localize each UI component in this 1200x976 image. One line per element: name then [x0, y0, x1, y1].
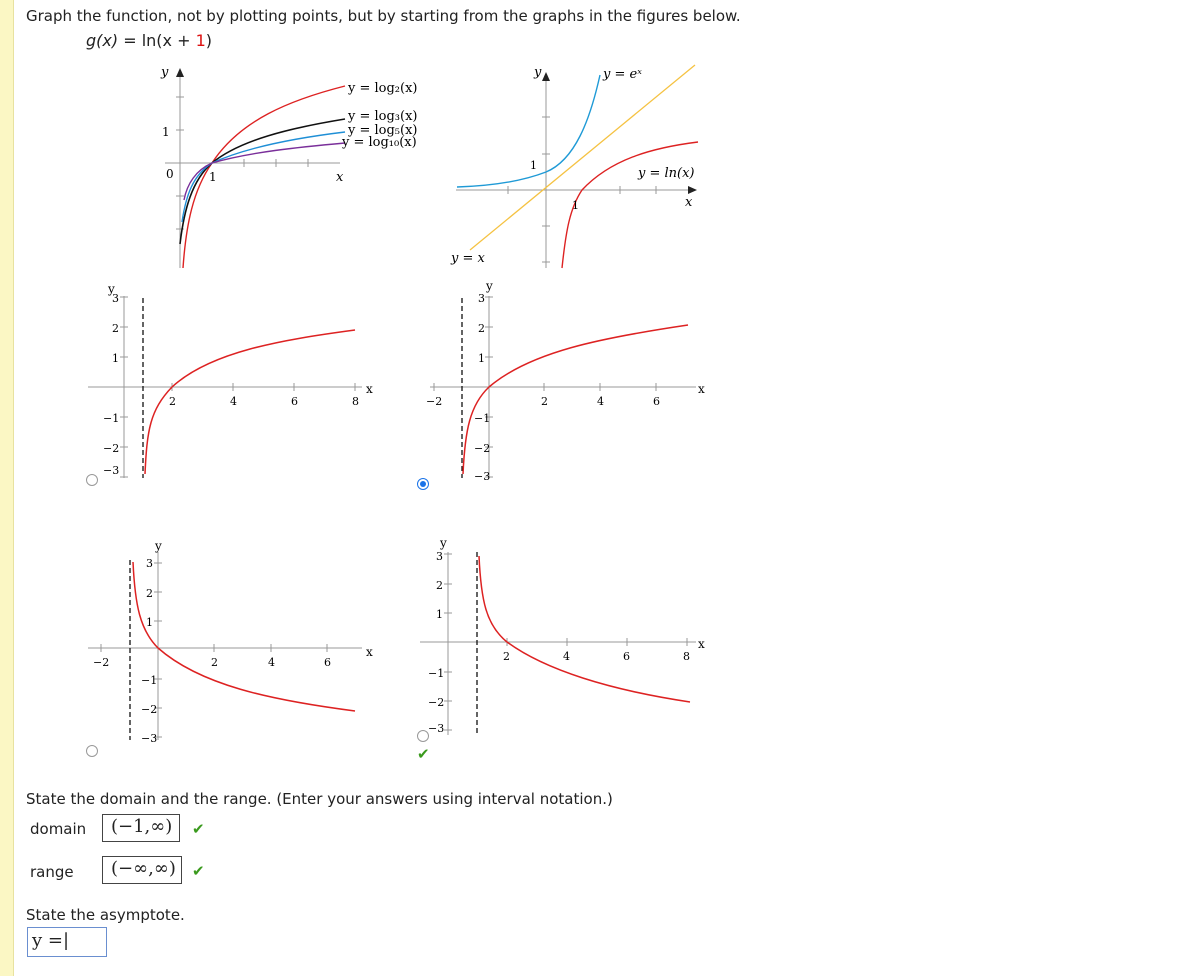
- opt-b-ytick: −3: [474, 470, 491, 483]
- g1-ylabel: y: [161, 65, 169, 80]
- function-ln: ln(x: [141, 31, 172, 50]
- opt-c-ytick: 1: [146, 616, 153, 629]
- opt-d-xtick: 2: [503, 650, 510, 663]
- opt-d-ytick: −1: [428, 667, 445, 680]
- opt-c-ytick: −3: [141, 732, 158, 745]
- graph-correct-check-icon: ✔: [417, 745, 430, 763]
- opt-a-ylabel: y: [108, 282, 115, 296]
- opt-b-xtick: 4: [597, 395, 604, 408]
- g2-tick-1x: 1: [572, 199, 579, 212]
- g1-tick-0: 0: [166, 167, 174, 181]
- domain-answer-field[interactable]: (−1,∞): [102, 814, 180, 842]
- asymptote-prompt: State the asymptote.: [26, 906, 185, 924]
- label-exp: y = eˣ: [603, 67, 642, 82]
- asymptote-answer-field[interactable]: [27, 927, 107, 957]
- opt-c-ytick: −1: [141, 674, 158, 687]
- opt-c-xtick: 2: [211, 656, 218, 669]
- range-answer-field[interactable]: (−∞,∞): [102, 856, 182, 884]
- function-eq: =: [123, 31, 137, 50]
- opt-d-ytick: −2: [428, 696, 445, 709]
- opt-d-xtick: 8: [683, 650, 690, 663]
- function-plus: +: [177, 31, 191, 50]
- domain-range-prompt: State the domain and the range. (Enter your answers using interval notation.): [26, 790, 613, 808]
- opt-a-xtick: 8: [352, 395, 359, 408]
- opt-b-xtick: 2: [541, 395, 548, 408]
- opt-a-xtick: 6: [291, 395, 298, 408]
- label-log5: y = log₅(x): [348, 123, 418, 138]
- opt-d-ytick: 3: [436, 550, 443, 563]
- opt-b-ytick: 1: [478, 352, 485, 365]
- opt-c-ytick: −2: [141, 703, 158, 716]
- opt-d-ytick: 2: [436, 579, 443, 592]
- label-log3: y = log₃(x): [348, 109, 418, 124]
- opt-c-xtick: −2: [93, 656, 110, 669]
- g2-ylabel: y: [534, 65, 542, 80]
- opt-d-xtick: 6: [623, 650, 630, 663]
- function-lhs: g(x): [86, 31, 119, 50]
- label-log2: y = log₂(x): [348, 81, 418, 96]
- opt-c-ylabel: y: [155, 539, 162, 553]
- opt-a-ytick: −3: [103, 464, 120, 477]
- opt-c-xtick: 6: [324, 656, 331, 669]
- opt-d-xtick: 4: [563, 650, 570, 663]
- opt-c-ytick: 2: [146, 587, 153, 600]
- opt-b-xlabel: x: [698, 382, 705, 396]
- domain-label: domain: [30, 820, 87, 838]
- opt-b-ytick: 2: [478, 322, 485, 335]
- opt-a-ytick: 3: [112, 292, 119, 305]
- label-ln: y = ln(x): [638, 166, 695, 181]
- g1-xlabel: x: [336, 170, 344, 185]
- opt-c-xtick: 4: [268, 656, 275, 669]
- opt-c-ytick: 3: [146, 557, 153, 570]
- opt-c-xlabel: x: [366, 645, 373, 659]
- opt-d-xlabel: x: [698, 637, 705, 651]
- range-label: range: [30, 863, 74, 881]
- opt-b-xtick: 6: [653, 395, 660, 408]
- opt-b-xtick: −2: [426, 395, 443, 408]
- opt-a-ytick: 1: [112, 352, 119, 365]
- opt-a-ytick: −2: [103, 442, 120, 455]
- opt-a-ytick: −1: [103, 412, 120, 425]
- function-shift: 1: [195, 31, 206, 50]
- opt-a-xtick: 4: [230, 395, 237, 408]
- opt-a-ytick: 2: [112, 322, 119, 335]
- opt-b-ytick: −2: [474, 442, 491, 455]
- g2-tick-1y: 1: [530, 159, 537, 172]
- asymptote-prefix: y =: [32, 930, 63, 951]
- opt-b-ylabel: y: [486, 279, 493, 293]
- opt-b-ytick: 3: [478, 292, 485, 305]
- asymptote-cursor: |: [62, 930, 70, 951]
- instruction-text: Graph the function, not by plotting points, but by starting from the graphs in the figures below.: [26, 7, 741, 25]
- domain-check-icon: ✔: [192, 820, 205, 838]
- function-close: ): [205, 31, 213, 50]
- option-d-curve: [479, 556, 690, 702]
- opt-a-xlabel: x: [366, 382, 373, 396]
- label-yx: y = x: [451, 251, 485, 266]
- opt-d-ylabel: y: [440, 536, 447, 550]
- opt-d-ytick: 1: [436, 608, 443, 621]
- g1-tick-1x: 1: [209, 170, 217, 184]
- opt-b-ytick: −1: [474, 412, 491, 425]
- opt-a-xtick: 2: [169, 395, 176, 408]
- label-log10: y = log₁₀(x): [342, 135, 417, 150]
- opt-d-ytick: −3: [428, 722, 445, 735]
- range-check-icon: ✔: [192, 862, 205, 880]
- g1-tick-1y: 1: [162, 125, 170, 139]
- g2-xlabel: x: [685, 195, 693, 210]
